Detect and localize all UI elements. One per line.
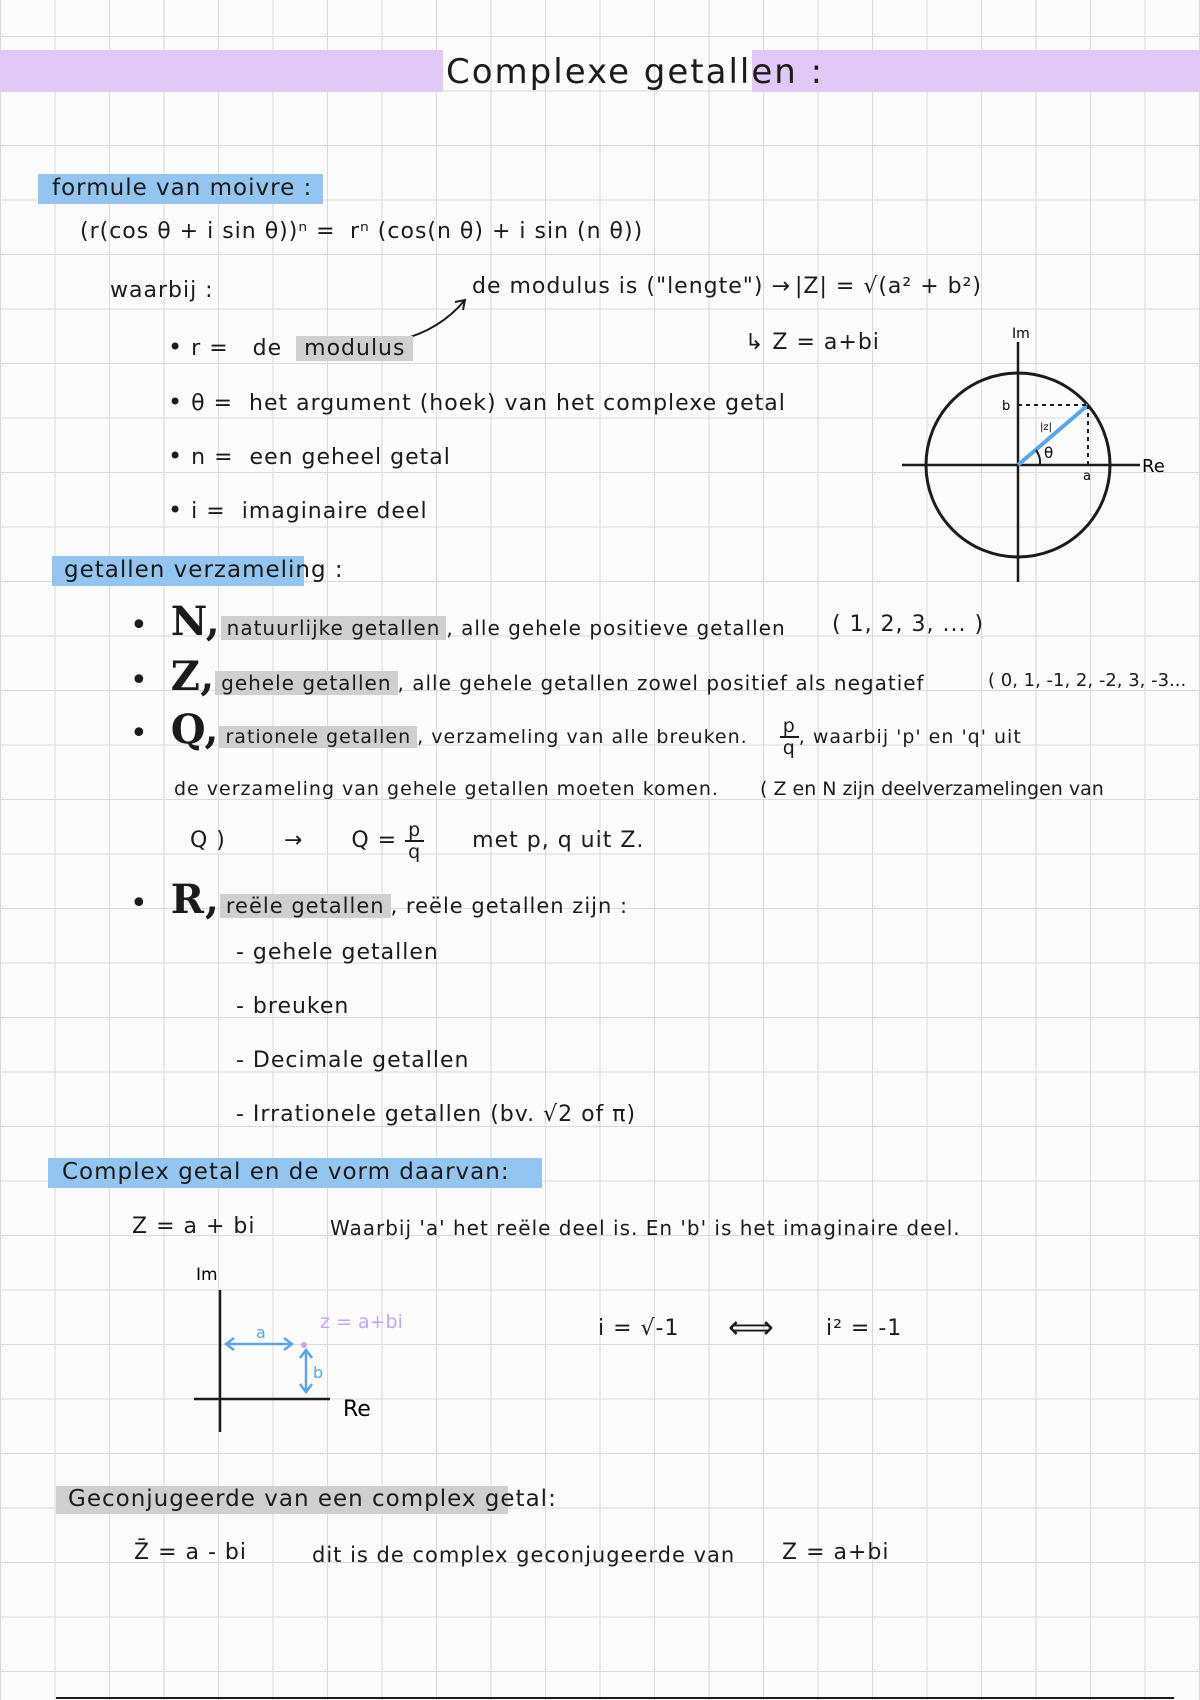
set-q-line2b: ( Z en N zijn deelverzamelingen van — [760, 778, 1104, 800]
set-z-row: • Z, gehele getallen , alle gehele getallen zowel positief als negatief — [130, 653, 925, 700]
circle-z-label: |z| — [1040, 422, 1052, 433]
complex-heading: Complex getal en de vorm daarvan: — [62, 1159, 510, 1185]
set-r-list-item-1: - gehele getallen — [236, 940, 439, 965]
set-r-tag: reële getallen — [220, 894, 391, 918]
circle-b-label: b — [1002, 399, 1011, 414]
set-q-fraction — [780, 716, 799, 758]
set-n-tag: natuurlijke getallen — [221, 616, 447, 640]
set-r-row: • R, reële getallen , reële getallen zijn : — [130, 876, 629, 923]
graph-z-label: z = a+bi — [320, 1311, 403, 1333]
set-r-letter: R, — [170, 876, 220, 923]
set-q-line3c: Q = — [351, 828, 398, 853]
item-r-text: de — [252, 336, 283, 361]
set-r-list-item-4: - Irrationele getallen (bv. √2 of π) — [236, 1102, 637, 1127]
circle-theta-label: θ — [1044, 444, 1054, 462]
circle-re-label: Re — [1142, 456, 1165, 477]
set-z-letter: Z, — [170, 653, 216, 700]
modulus-note: de modulus is ("lengte") → — [472, 274, 791, 299]
set-r-list-item-3: - Decimale getallen — [236, 1048, 470, 1073]
complex-desc: Waarbij 'a' het reële deel is. En 'b' is het imaginaire deel. — [330, 1216, 961, 1240]
set-q-text: , verzameling van alle breuken. — [417, 726, 748, 748]
moivre-formula-left: (r(cos θ + i sin θ))ⁿ = — [80, 219, 336, 244]
circle-im-label: Im — [1012, 326, 1030, 342]
graph-a-label: a — [256, 1323, 266, 1342]
complex-plane-circle-diagram — [890, 320, 1170, 590]
set-z-tag: gehele getallen — [215, 671, 397, 695]
circle-a-label: a — [1083, 469, 1091, 484]
i-definition-right: i² = -1 — [826, 1316, 903, 1341]
bottom-divider — [56, 1697, 1174, 1699]
conjugate-desc: dit is de complex geconjugeerde van — [312, 1543, 736, 1567]
item-theta-text: het argument (hoek) van het complexe getal — [249, 391, 786, 416]
set-z-example: ( 0, 1, -1, 2, -2, 3, -3... — [988, 670, 1187, 691]
graph-im-label: Im — [196, 1265, 218, 1285]
frac-p: p — [780, 716, 799, 738]
item-r: • r = de modulus — [168, 333, 413, 361]
sets-heading: getallen verzameling : — [64, 557, 344, 583]
complex-plane-small-graph — [180, 1260, 403, 1440]
set-q-line3d: met p, q uit Z. — [472, 828, 645, 853]
frac2-p: p — [405, 820, 424, 842]
set-r-text: , reële getallen zijn : — [390, 894, 629, 918]
item-n-text: een geheel getal — [249, 445, 451, 470]
set-q-line2: de verzameling van gehele getallen moeten komen. — [174, 778, 719, 800]
page-title: Complexe getallen : — [446, 52, 825, 92]
item-r-sym: r = — [191, 336, 229, 361]
graph-re-label: Re — [343, 1397, 371, 1422]
conjugate-formula: Z̄ = a - bi — [134, 1540, 247, 1565]
frac2-q: q — [408, 841, 422, 863]
waarbij-label: waarbij : — [110, 278, 214, 303]
set-q-letter: Q, — [170, 706, 220, 753]
set-q-text2: , waarbij 'p' en 'q' uit — [798, 726, 1022, 748]
modulus-tag: modulus — [296, 336, 413, 361]
item-n-sym: n = — [191, 445, 234, 470]
item-theta-sym: θ = — [191, 391, 234, 416]
set-q-row: • Q, rationele getallen , verzameling van alle breuken. $\frac{p}{q}$ , waarbij 'p' en 'q' uit — [130, 706, 1022, 759]
set-q-line3b: → — [283, 828, 304, 853]
set-r-list-item-2: - breuken — [236, 994, 350, 1019]
frac-q: q — [782, 737, 796, 759]
item-i-sym: i = — [191, 499, 226, 524]
set-q-line3a: Q ) — [190, 828, 226, 853]
graph-b-label: b — [313, 1363, 324, 1382]
z-note: ↳ Z = a+bi — [745, 330, 880, 355]
i-definition-left: i = √-1 — [598, 1316, 680, 1341]
modulus-formula: |Z| = √(a² + b²) — [795, 274, 983, 299]
conjugate-heading: Geconjugeerde van een complex getal: — [68, 1486, 557, 1512]
i-definition-arrow: ⟺ — [728, 1308, 774, 1346]
moivre-formula-right: rⁿ (cos(n θ) + i sin (n θ)) — [350, 219, 644, 244]
moivre-heading: formule van moivre : — [52, 175, 313, 201]
item-n: • n = een geheel getal — [168, 442, 451, 470]
item-i: • i = imaginaire deel — [168, 496, 428, 524]
set-q-tag: rationele getallen — [219, 726, 417, 748]
set-z-text: , alle gehele getallen zowel positief als negatief — [397, 671, 925, 695]
item-theta: • θ = het argument (hoek) van het complexe getal — [168, 388, 786, 416]
item-i-text: imaginaire deel — [241, 499, 428, 524]
set-n-text: , alle gehele positieve getallen — [446, 616, 786, 640]
set-n-letter: N, — [170, 598, 221, 645]
set-q-line3 — [190, 820, 644, 862]
set-q-fraction-2 — [405, 820, 424, 862]
set-n-row: • N, natuurlijke getallen , alle gehele positieve getallen — [130, 598, 786, 645]
complex-formula: Z = a + bi — [132, 1214, 256, 1239]
set-n-example: ( 1, 2, 3, ... ) — [832, 612, 985, 637]
conjugate-formula-2: Z = a+bi — [782, 1540, 890, 1565]
